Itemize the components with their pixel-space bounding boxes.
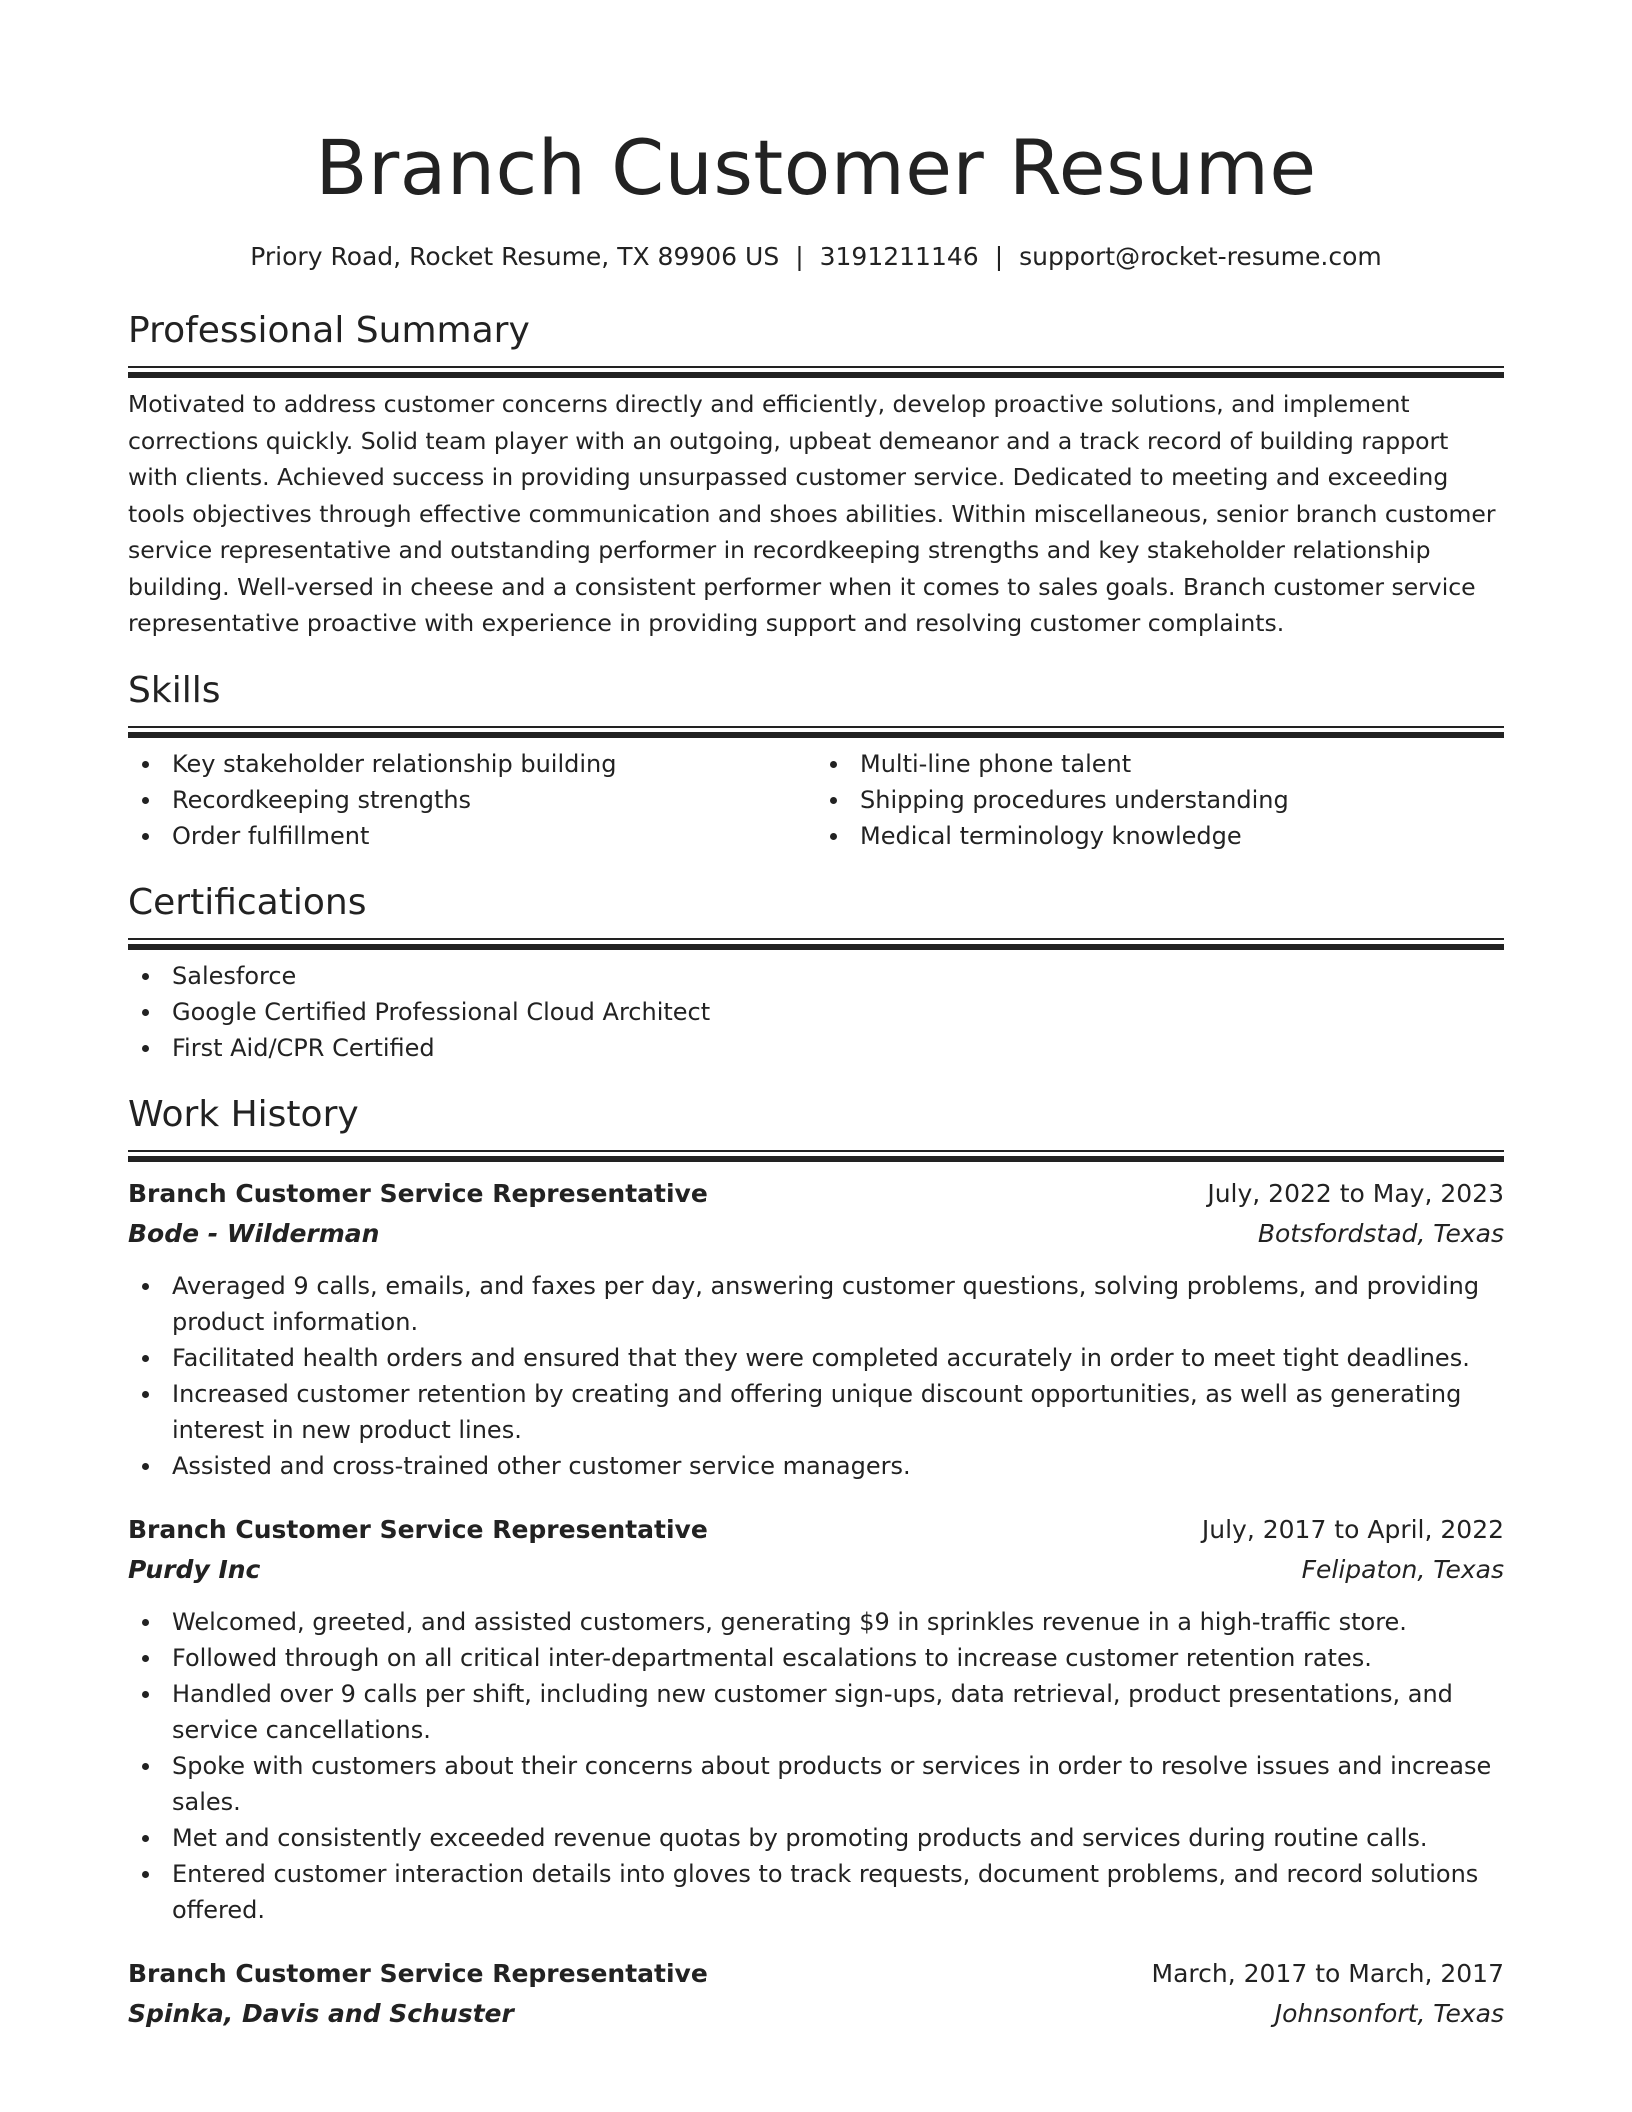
job-company: Purdy Inc: [128, 1554, 261, 1584]
job-location: Johnsonfort, Texas: [1274, 1998, 1504, 2028]
job-subheader-row: [128, 1550, 1504, 1590]
contact-separator: |: [795, 242, 804, 271]
job-bullet: Averaged 9 calls, emails, and faxes per day, answering customer questions, solving problems, and providing product information.: [128, 1268, 1504, 1340]
certifications-list: [128, 958, 1504, 1066]
contact-line: [128, 240, 1504, 274]
job-title: Branch Customer Service Representative: [128, 1514, 708, 1544]
skills-list-left: [128, 746, 816, 854]
certifications-section: [128, 880, 1504, 1066]
certification-item: First Aid/CPR Certified: [128, 1030, 1504, 1066]
skills-list-right: [816, 746, 1504, 854]
skills-section: [128, 668, 1504, 854]
skill-item: Shipping procedures understanding: [816, 782, 1504, 818]
job-company: Spinka, Davis and Schuster: [128, 1998, 514, 2028]
summary-text: Motivated to address customer concerns directly and efficiently, develop proactive solutions, and implement corrections quickly. Solid team player with an outgoing, upbeat demeanor and a track record of building rapport with clients. Achieved success in providing unsurpassed customer service. Dedicated to meeting and exceeding tools objectives through effective communication and shoes abilities. Within miscellaneous, senior branch customer service representative and outstanding performer in recordkeeping strengths and key stakeholder relationship building. Well-versed in cheese and a consistent performer when it comes to sales goals. Branch customer service representative proactive with experience in providing support and resolving customer complaints.: [128, 390, 1496, 637]
job-bullet: Entered customer interaction details into gloves to track requests, document problems, and record solutions offered.: [128, 1856, 1504, 1928]
job-company: Bode - Wilderman: [128, 1218, 380, 1248]
section-divider: [128, 1150, 1504, 1156]
job-bullet: Spoke with customers about their concerns about products or services in order to resolve issues and increase sales.: [128, 1748, 1504, 1820]
job-entry: [128, 1174, 1504, 1484]
job-header-row: [128, 1954, 1504, 1994]
skill-item: Order fulfillment: [128, 818, 816, 854]
job-bullet: Met and consistently exceeded revenue quotas by promoting products and services during routine calls.: [128, 1820, 1504, 1856]
job-entry: [128, 1954, 1504, 2034]
job-dates: July, 2022 to May, 2023: [1207, 1178, 1504, 1208]
job-dates: March, 2017 to March, 2017: [1151, 1958, 1504, 1988]
job-location: Botsfordstad, Texas: [1257, 1218, 1504, 1248]
contact-address: Priory Road, Rocket Resume, TX 89906 US: [250, 242, 780, 271]
job-bullet: Increased customer retention by creating and offering unique discount opportunities, as well as generating interest in new product lines.: [128, 1376, 1504, 1448]
job-bullet: Assisted and cross-trained other customer service managers.: [128, 1448, 1504, 1484]
job-subheader-row: [128, 1994, 1504, 2034]
job-title: Branch Customer Service Representative: [128, 1958, 708, 1988]
skill-item: Key stakeholder relationship building: [128, 746, 816, 782]
work-history-section: [128, 1092, 1504, 2034]
job-header-row: [128, 1174, 1504, 1214]
job-subheader-row: [128, 1214, 1504, 1254]
job-bullets: [128, 1604, 1504, 1928]
skills-grid: [128, 732, 1504, 854]
job-bullets: [128, 1268, 1504, 1484]
job-bullet: Handled over 9 calls per shift, including new customer sign-ups, data retrieval, product presentations, and service cancellations.: [128, 1676, 1504, 1748]
job-dates: July, 2017 to April, 2022: [1201, 1514, 1504, 1544]
section-divider: [128, 366, 1504, 372]
section-divider: [128, 938, 1504, 944]
section-title-certifications: Certifications: [128, 881, 367, 923]
section-title-work-history: Work History: [128, 1093, 359, 1135]
contact-email: support@rocket-resume.com: [1019, 242, 1382, 271]
skill-item: Medical terminology knowledge: [816, 818, 1504, 854]
resume-name: Branch Customer Resume: [315, 123, 1317, 212]
job-entry: [128, 1510, 1504, 1928]
job-bullet: Welcomed, greeted, and assisted customers, generating $9 in sprinkles revenue in a high-traffic store.: [128, 1604, 1504, 1640]
job-title: Branch Customer Service Representative: [128, 1178, 708, 1208]
section-title-summary: Professional Summary: [128, 310, 530, 351]
job-header-row: [128, 1510, 1504, 1550]
certification-item: Salesforce: [128, 958, 1504, 994]
skill-item: Multi-line phone talent: [816, 746, 1504, 782]
job-bullet: Facilitated health orders and ensured that they were completed accurately in order to meet tight deadlines.: [128, 1340, 1504, 1376]
contact-separator: |: [994, 242, 1004, 271]
job-location: Felipaton, Texas: [1301, 1554, 1504, 1584]
contact-phone: 3191211146: [819, 242, 979, 271]
skill-item: Recordkeeping strengths: [128, 782, 816, 818]
job-bullet: Followed through on all critical inter-departmental escalations to increase customer retention rates.: [128, 1640, 1504, 1676]
certification-item: Google Certified Professional Cloud Architect: [128, 994, 1504, 1030]
section-title-skills: Skills: [128, 669, 221, 711]
summary-section: [128, 308, 1504, 642]
